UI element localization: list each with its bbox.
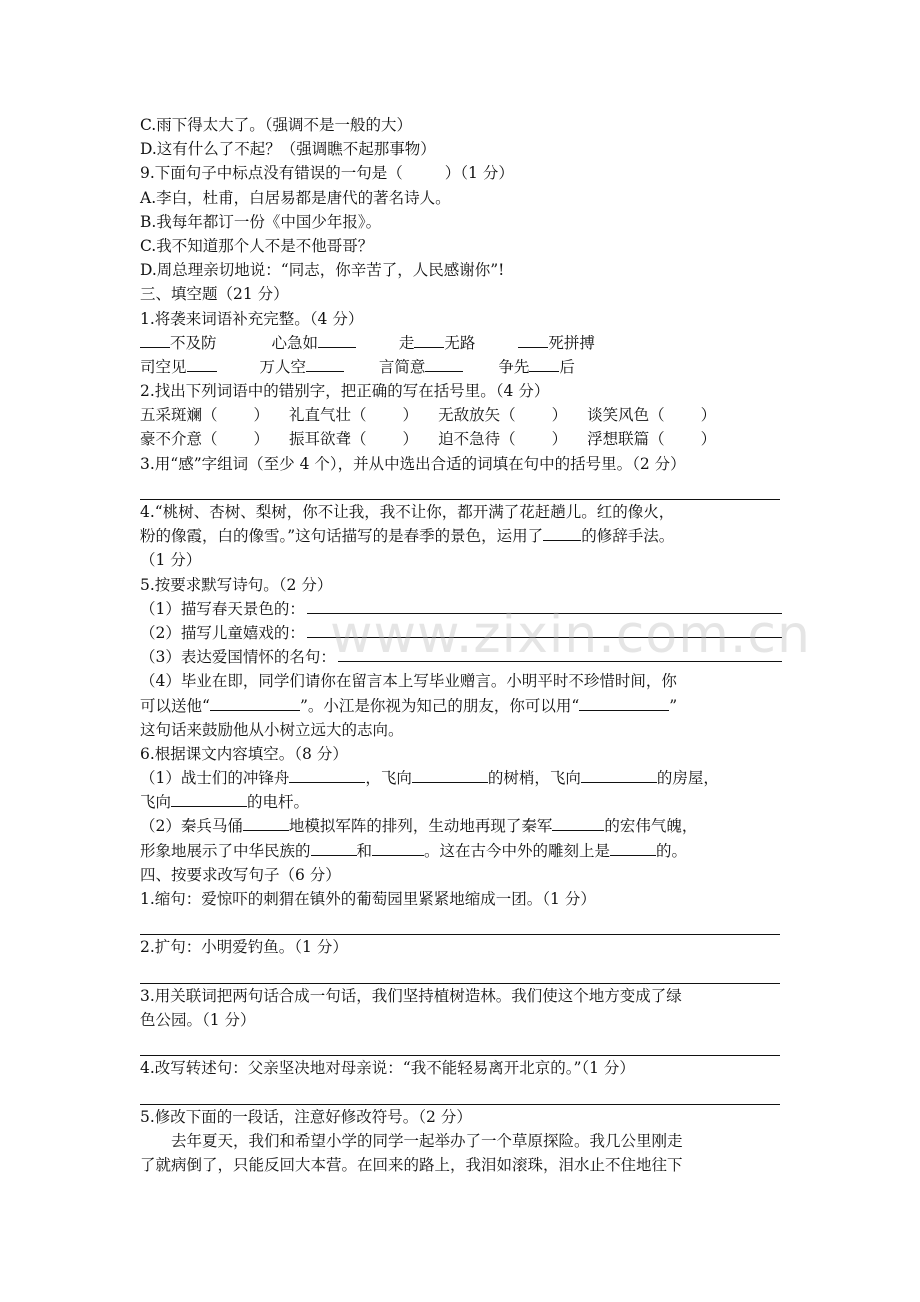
text: 形象地展示了中华民族的 (140, 841, 311, 860)
word: 司空见 (140, 357, 187, 376)
blank[interactable] (425, 355, 463, 372)
text: 粉的像霞，白的像雪。”这句话描写的是春季的景色，运用了 (140, 527, 544, 546)
s3-q1-stem: 1.将袭来词语补充完整。（4 分） (140, 309, 364, 328)
section4-title: 四、按要求改写句子（6 分） (140, 865, 341, 884)
word: 豪不介意（ (140, 430, 218, 449)
s4-q3-line1: 3.用关联词把两句话合成一句话，我们坚持植树造林。我们使这个地方变成了绿 (140, 986, 682, 1005)
q9-stem-b: ）（1 分） (444, 164, 514, 183)
blank[interactable] (529, 355, 559, 372)
answer-line[interactable] (140, 1081, 780, 1105)
s4-q3-line2: 色公园。（1 分） (140, 1010, 256, 1029)
answer-line[interactable] (140, 911, 780, 935)
paren-close: ） (402, 406, 419, 425)
s3-q5-stem: 5.按要求默写诗句。（2 分） (140, 575, 333, 594)
blank[interactable] (289, 766, 365, 783)
q8-option-d: D.这有什么了不起？（强调瞧不起那事物） (140, 140, 436, 159)
word: 浮想联篇（ (587, 430, 665, 449)
paren-close: ） (253, 430, 270, 449)
word: 争先 (498, 357, 530, 376)
paren-close: ） (700, 406, 717, 425)
blank[interactable] (171, 790, 247, 807)
text: （3）表达爱国情怀的名句： (140, 648, 336, 667)
word: 言简意 (378, 357, 426, 376)
q9-option-d: D.周总理亲切地说：“同志，你辛苦了，人民感谢你”! (140, 261, 505, 280)
text: ，飞向 (365, 769, 412, 788)
s4-q1: 1.缩句：爱惊吓的刺猬在镇外的葡萄园里紧紧地缩成一团。（1 分） (140, 890, 596, 908)
paren-close: ） (551, 406, 568, 425)
section3-title: 三、填空题（21 分） (140, 285, 289, 304)
text: 。这在古今中外的雕刻上是 (424, 841, 611, 860)
word: 礼直气壮（ (289, 406, 367, 425)
s3-q5-s4-line2 (140, 694, 782, 718)
text: 的电杆。 (247, 793, 310, 812)
blank[interactable] (210, 694, 300, 711)
s4-q5: 5.修改下面的一段话，注意好修改符号。（2 分） (140, 1107, 472, 1126)
answer-line[interactable] (140, 1032, 780, 1056)
answer-line[interactable] (307, 597, 782, 614)
s3-q2-row2 (140, 427, 782, 451)
answer-line[interactable] (140, 960, 780, 984)
word: 死拼搏 (548, 333, 595, 352)
word: 走 (398, 333, 415, 352)
blank[interactable] (579, 694, 669, 711)
text: （2）秦兵马俑 (140, 817, 243, 836)
s3-q4-line3: （1 分） (140, 551, 202, 570)
word: 谈笑风色（ (587, 406, 665, 425)
s3-q6-stem: 6.根据课文内容填空。（8 分） (140, 744, 348, 763)
s3-q6-s2-line2 (140, 839, 782, 863)
q9-stem (140, 161, 782, 185)
passage-line1: 去年夏天，我们和希望小学的同学一起举办了一个草原探险。我几公里刚走 (171, 1131, 683, 1150)
s3-q2-stem: 2.找出下列词语中的错别字，把正确的写在括号里。（4 分） (140, 382, 550, 401)
q9-option-b: B.我每年都订一份《中国少年报》。 (140, 212, 382, 231)
s3-q6-s1-line1 (140, 766, 782, 790)
word: 后 (559, 357, 575, 376)
s4-q4: 4.改写转述句：父亲坚决地对母亲说：“我不能轻易离开北京的。”（1 分） (140, 1059, 635, 1078)
watermark-text: www.zixin.com.cn (330, 605, 811, 665)
answer-line[interactable] (307, 621, 782, 638)
text: ” (669, 696, 678, 715)
passage-line2: 了就病倒了，只能反回大本营。在回来的路上，我泪如滚珠，泪水止不住地往下 (140, 1156, 683, 1175)
s4-q2: 2.扩句：小明爱钓鱼。（1 分） (140, 938, 348, 957)
s3-q5-s4-line1: （4）毕业在即，同学们请你在留言本上写毕业赠言。小明平时不珍惜时间，你 (140, 672, 677, 691)
s3-q4-line1: 4.“桃树、杏树、梨树，你不让我，我不让你，都开满了花赶趟儿。红的像火， (140, 503, 675, 521)
word: 万人空 (259, 357, 306, 376)
blank[interactable] (518, 331, 548, 348)
s3-q5-s4-line3: 这句话来鼓励他从小树立远大的志向。 (140, 720, 404, 739)
exam-page (140, 113, 782, 1177)
text: 的树梢，飞向 (487, 769, 581, 788)
answer-line[interactable] (140, 476, 780, 500)
s3-q2-row1 (140, 403, 782, 427)
blank[interactable] (187, 355, 217, 372)
paren-close: ） (700, 430, 717, 449)
paren-close: ） (402, 430, 419, 449)
word: 无路 (444, 333, 476, 352)
text: 的修辞手法。 (581, 527, 675, 546)
s3-q6-s1-line2 (140, 790, 782, 814)
q9-option-a: A.李白，杜甫，白居易都是唐代的著名诗人。 (140, 188, 451, 207)
blank[interactable] (243, 814, 289, 831)
blank[interactable] (306, 355, 344, 372)
q9-stem-a: 9.下面句子中标点没有错误的一句是（ (140, 164, 403, 183)
blank[interactable] (311, 839, 357, 856)
s3-q1-row1 (140, 331, 782, 355)
paren-close: ） (253, 406, 270, 425)
text: 可以送他“ (140, 696, 210, 715)
q8-option-c: C.雨下得太大了。（强调不是一般的大） (140, 116, 412, 134)
word: 无敌放矢（ (438, 406, 516, 425)
blank[interactable] (552, 814, 604, 831)
blank[interactable] (372, 839, 424, 856)
q9-option-c: C.我不知道那个人不是不他哥哥？ (140, 236, 374, 255)
s3-q1-row2 (140, 355, 782, 379)
blank[interactable] (581, 766, 657, 783)
word: 迫不急待（ (438, 430, 516, 449)
blank[interactable] (318, 331, 356, 348)
blank[interactable] (140, 331, 170, 348)
paren-close: ） (551, 430, 568, 449)
text: （2）描写儿童嬉戏的： (140, 623, 305, 642)
text: （1）战士们的冲锋舟 (140, 769, 290, 788)
blank[interactable] (414, 331, 444, 348)
word: 振耳欲聋（ (289, 430, 367, 449)
s3-q5-s1 (140, 597, 782, 621)
text: 的宏伟气魄， (604, 817, 698, 836)
text: 飞向 (140, 793, 172, 812)
s3-q5-s3 (140, 645, 782, 669)
word: 不及防 (170, 333, 217, 352)
word: 五采斑斓（ (140, 406, 218, 425)
text: 的。 (656, 841, 688, 860)
text: 地模拟军阵的排列，生动地再现了秦军 (288, 817, 553, 836)
text: 和 (356, 841, 373, 860)
text: （1）描写春天景色的： (140, 599, 305, 618)
answer-line[interactable] (338, 645, 782, 662)
text: 的房屋， (656, 769, 719, 788)
blank[interactable] (543, 524, 581, 541)
blank[interactable] (412, 766, 488, 783)
s3-q6-s2-line1 (140, 814, 782, 838)
s3-q4-line2 (140, 524, 782, 548)
s3-q5-s2 (140, 621, 782, 645)
blank[interactable] (610, 839, 656, 856)
s3-q3-stem: 3.用“感”字组词（至少 4 个），并从中选出合适的词填在句中的括号里。（2 分） (140, 454, 686, 473)
word: 心急如 (271, 333, 318, 352)
text: ”。小江是你视为知己的朋友，你可以用“ (299, 696, 580, 715)
